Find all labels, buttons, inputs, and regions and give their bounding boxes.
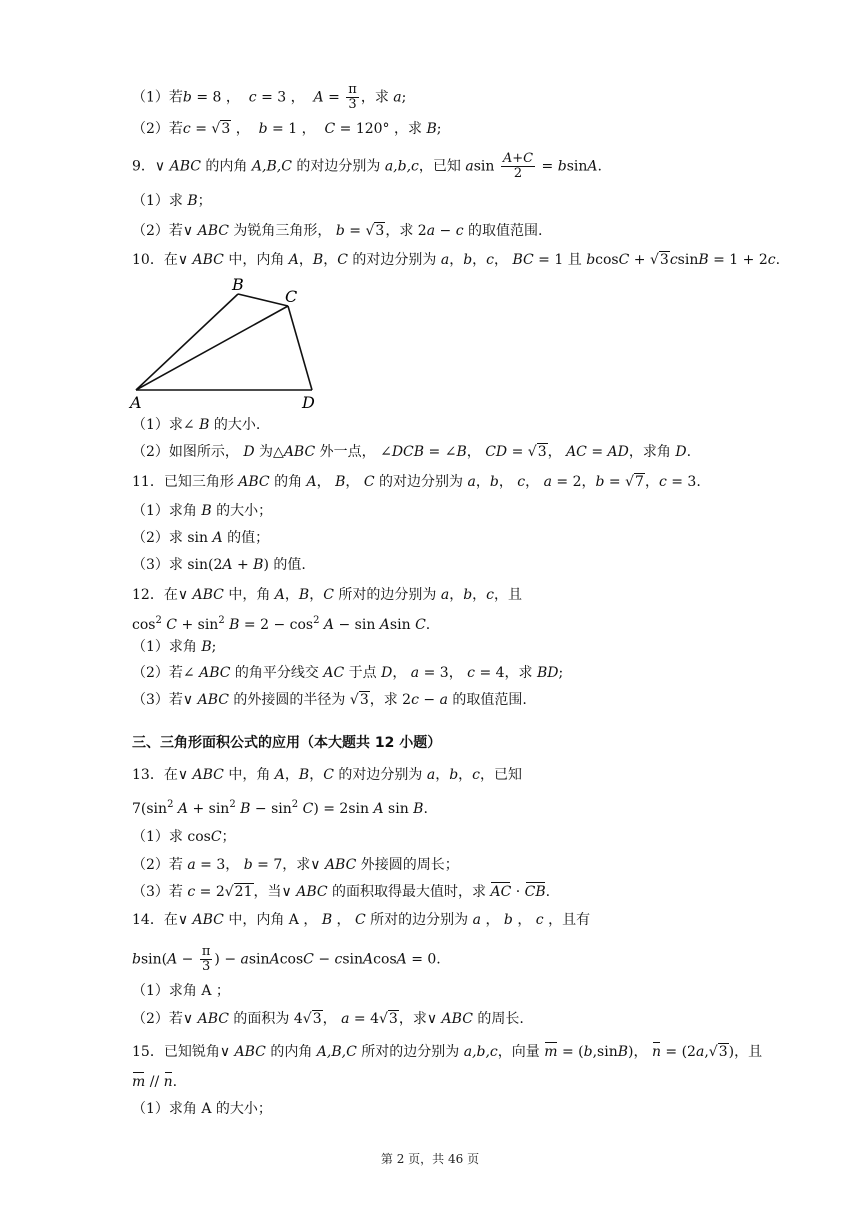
problem-13-equation: $7(\sin^2$ $A + \sin^2 B - \sin^2 C) = 2\sin$ A sin B.	[132, 799, 428, 817]
page-footer: 第 2 页，共 46 页	[380, 1152, 480, 1166]
problem-11-part-3: （3）求 sin(2A + B) 的值.	[132, 557, 306, 573]
section-heading: 三、三角形面积公式的应用（本大题共 12 小题）	[132, 735, 442, 751]
triangle-figure	[128, 272, 328, 412]
problem-15-condition: m // n.	[132, 1074, 178, 1090]
problem-9-part-2: （2）若∨ ABC 为锐角三角形， b = √3，求 2a − c 的取值范围.	[132, 223, 543, 239]
vertex-label-b: B	[232, 275, 244, 294]
edge-bc	[238, 294, 288, 306]
problem-11: 11．已知三角形 ABC 的角 A， B， C 的对边分别为 a，b， c， a = 2，b = √7，c = 3.	[132, 474, 701, 490]
problem-13: 13．在∨ ABC 中，角 A，B，C 的对边分别为 a，b，c，已知	[132, 767, 523, 783]
problem-15-part-1: （1）求角 A 的大小；	[132, 1101, 272, 1117]
problem-13-part-2: （2）若 a = 3， b = 7，求∨ ABC 外接圆的周长；	[132, 857, 459, 873]
problem-11-part-2: （2）求 sin A 的值；	[132, 530, 270, 546]
problem-9-part-1: （1）求 B；	[132, 193, 212, 209]
problem-10-part-2: （2）如图所示， D 为△ABC 外一点， ∠DCB = ∠B， CD = √3， AC = AD，求角 D.	[132, 444, 692, 460]
problem-12-part-1: （1）求角 B;	[132, 639, 217, 655]
problem-10: 10．在∨ ABC 中，内角 A，B，C 的对边分别为 a，b，c， BC = 1 且 bcosC + √3csinB = 1 + 2c.	[132, 252, 781, 268]
edge-cd	[288, 306, 312, 390]
problem-12-part-2: （2）若∠ ABC 的角平分线交 AC 于点 D， a = 3， c = 4，求 BD;	[132, 665, 564, 681]
problem-12-part-3: （3）若∨ ABC 的外接圆的半径为 √3，求 2c − a 的取值范围.	[132, 692, 527, 708]
problem-13-part-1: （1）求 cosC；	[132, 829, 236, 845]
problem-12-equation: $\cos^2 C + \sin^2 B = 2 - \cos^2 A - \sin Asin$ C.	[132, 615, 431, 633]
problem-12: 12．在∨ ABC 中，角 A，B，C 所对的边分别为 a，b，c，且	[132, 587, 523, 603]
vertex-label-d: D	[302, 393, 315, 412]
problem-14-part-2: （2）若∨ ABC 的面积为 4√3， a = 4√3，求∨ ABC 的周长.	[132, 1011, 524, 1027]
problem-8-part-2: （2）若c = √3 ， b = 1 ， C = 120° ，求 B;	[132, 121, 442, 137]
problem-11-part-1: （1）求角 B 的大小；	[132, 503, 273, 519]
problem-10-part-1: （1）求∠ B 的大小.	[132, 417, 261, 433]
problem-14-part-1: （1）求角 A ；	[132, 983, 230, 999]
vertex-label-a: A	[130, 393, 142, 412]
problem-15: 15．已知锐角∨ ABC 的内角 A,B,C 所对的边分别为 a,b,c，向量 m = (b,sinB)， n = (2a,√3)，且	[132, 1044, 763, 1060]
problem-14-equation: bsin(A − $\frac{\pi}{3}$ ) − asinAcosC − csinAcosA = 0.	[132, 944, 441, 974]
problem-13-part-3: （3）若 c = 2√21，当∨ ABC 的面积取得最大值时，求 AC · CB.	[132, 884, 551, 900]
problem-9: 9．∨ ABC 的内角 A,B,C 的对边分别为 a,b,c，已知 asin $\frac{A+C}{2}$ = bsinA.	[132, 151, 602, 181]
problem-8-part-1: （1）若b = 8 ， c = 3 ， A = $\frac{\pi}{3}$ ，求 a;	[132, 82, 407, 112]
vertex-label-c: C	[285, 287, 298, 306]
problem-14: 14．在∨ ABC 中，内角 A ， B ， C 所对的边分别为 a ， b ， c ，且有	[132, 912, 591, 928]
